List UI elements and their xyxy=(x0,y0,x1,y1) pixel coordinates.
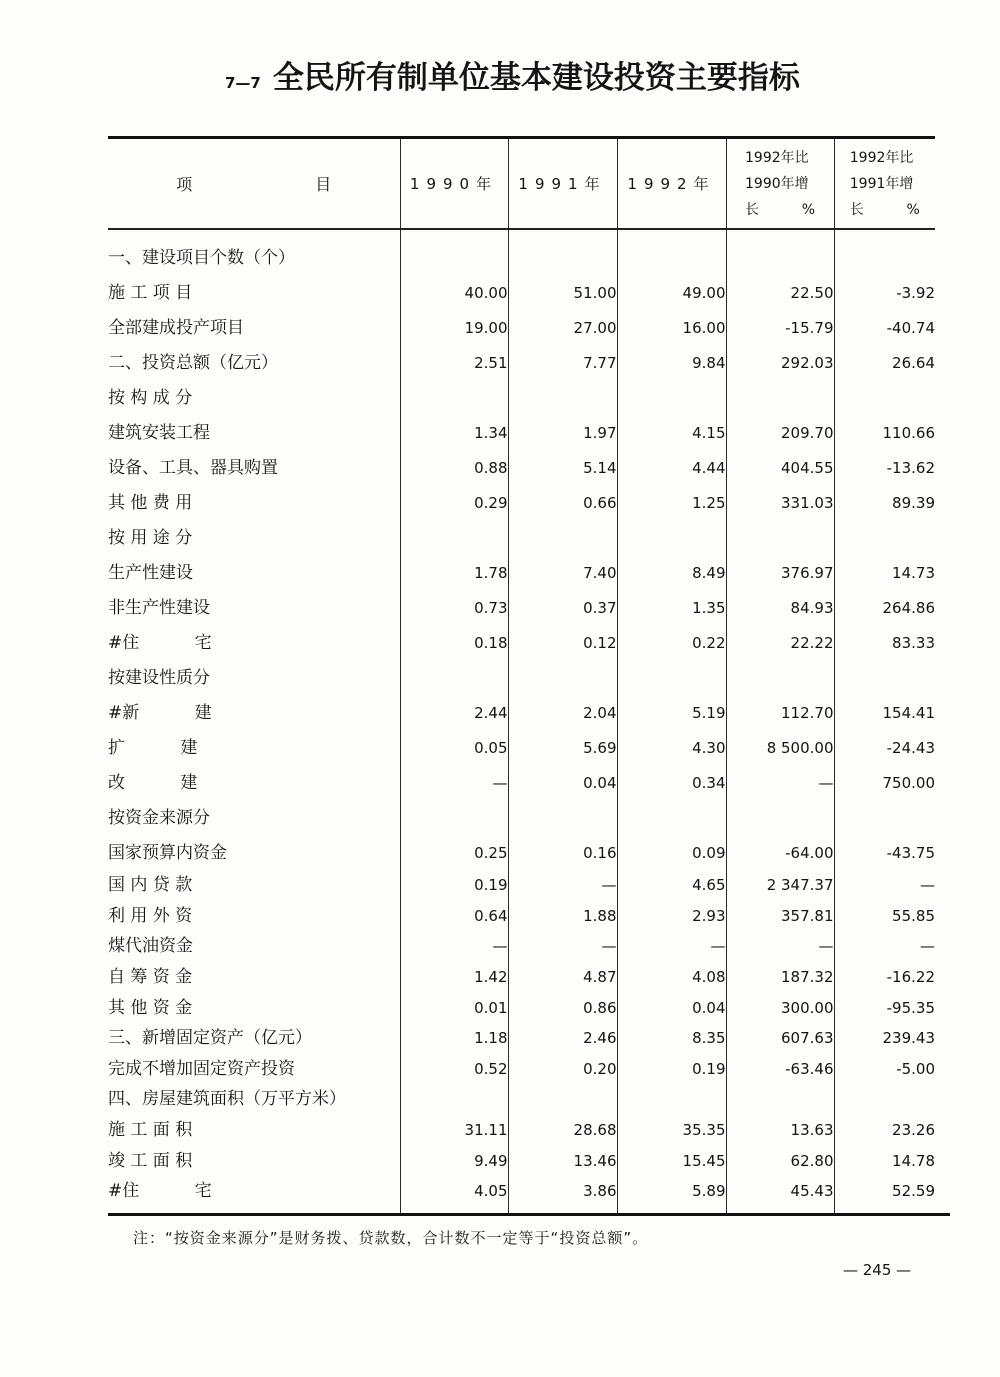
row-label: 施 工 面 积 xyxy=(108,1120,193,1141)
growth-vs-1991-cell xyxy=(834,1084,935,1115)
value-1991-cell: 1.97 xyxy=(508,415,617,450)
table-row xyxy=(108,345,935,380)
value-1990-cell xyxy=(400,800,508,835)
value-1992-cell: 0.19 xyxy=(617,1054,726,1085)
value-1990-cell: 1.42 xyxy=(400,962,508,993)
table-row xyxy=(108,695,935,730)
table-row xyxy=(108,835,935,870)
header-1990: 1990年 xyxy=(400,139,508,229)
value-1991-cell: 0.16 xyxy=(508,835,617,870)
growth-vs-1990-cell xyxy=(726,800,834,835)
value-1991-cell: 0.86 xyxy=(508,992,617,1023)
value-1991-cell: 28.68 xyxy=(508,1115,617,1146)
value-1990-cell: 40.00 xyxy=(400,275,508,310)
statistics-table xyxy=(108,139,935,1213)
header-growth-line2: 1990年增 xyxy=(745,175,809,192)
growth-vs-1991-cell: 55.85 xyxy=(834,901,935,932)
value-1991-cell: 5.14 xyxy=(508,450,617,485)
growth-vs-1991-cell xyxy=(834,660,935,695)
value-1990-cell: 0.29 xyxy=(400,485,508,520)
spacer-cell xyxy=(508,229,617,240)
row-label: 设备、工具、器具购置 xyxy=(108,457,278,478)
value-1990-cell xyxy=(400,380,508,415)
value-1990-cell: 31.11 xyxy=(400,1115,508,1146)
row-label: 扩 建 xyxy=(108,737,198,758)
value-1992-cell: 0.34 xyxy=(617,765,726,800)
row-label: 按 用 途 分 xyxy=(108,527,193,548)
growth-vs-1990-cell: -64.00 xyxy=(726,835,834,870)
row-label: #住 宅 xyxy=(108,1181,212,1202)
growth-vs-1990-cell: 292.03 xyxy=(726,345,834,380)
row-label: 四、房屋建筑面积（万平方米） xyxy=(108,1089,346,1110)
table-header xyxy=(108,139,935,229)
growth-vs-1990-cell xyxy=(726,380,834,415)
row-label: 生产性建设 xyxy=(108,562,193,583)
spacer-cell xyxy=(726,229,834,240)
value-1991-cell: 3.86 xyxy=(508,1176,617,1207)
row-label: 竣 工 面 积 xyxy=(108,1150,193,1171)
value-1992-cell: 9.84 xyxy=(617,345,726,380)
table-row xyxy=(108,1023,935,1054)
header-row xyxy=(108,139,935,229)
header-growth-line2: 1991年增 xyxy=(849,175,914,192)
growth-vs-1990-cell: 209.70 xyxy=(726,415,834,450)
row-label: 国家预算内资金 xyxy=(108,842,227,863)
growth-vs-1990-cell: 376.97 xyxy=(726,555,834,590)
value-1990-cell: 2.51 xyxy=(400,345,508,380)
header-growth-percent-sign: % xyxy=(906,201,920,218)
value-1992-cell: 5.19 xyxy=(617,695,726,730)
growth-vs-1991-cell: — xyxy=(834,931,935,962)
table-title xyxy=(225,52,800,97)
value-1990-cell: 0.25 xyxy=(400,835,508,870)
row-label: 按建设性质分 xyxy=(108,667,210,688)
growth-vs-1991-cell: 239.43 xyxy=(834,1023,935,1054)
header-growth-line3 xyxy=(745,197,815,223)
value-1991-cell: — xyxy=(508,870,617,901)
growth-vs-1990-cell: 112.70 xyxy=(726,695,834,730)
value-1991-cell: 0.04 xyxy=(508,765,617,800)
value-1991-cell: 0.20 xyxy=(508,1054,617,1085)
growth-vs-1990-cell: — xyxy=(726,765,834,800)
table-title-text: 全民所有制单位基本建设投资主要指标 xyxy=(272,60,800,96)
growth-vs-1990-cell: 13.63 xyxy=(726,1115,834,1146)
table-footnote: 注：“按资金来源分”是财务拨、贷款数，合计数不一定等于“投资总额”。 xyxy=(133,1229,649,1247)
growth-vs-1991-cell: 110.66 xyxy=(834,415,935,450)
growth-vs-1991-cell: 154.41 xyxy=(834,695,935,730)
row-label: 其 他 资 金 xyxy=(108,997,193,1018)
table-row xyxy=(108,765,935,800)
value-1992-cell: 4.44 xyxy=(617,450,726,485)
value-1991-cell xyxy=(508,520,617,555)
value-1992-cell: 1.35 xyxy=(617,590,726,625)
header-growth-unit-label: 长 xyxy=(745,201,759,218)
table-row xyxy=(108,310,935,345)
value-1991-cell: 13.46 xyxy=(508,1145,617,1176)
value-1992-cell: 4.30 xyxy=(617,730,726,765)
value-1990-cell: 1.78 xyxy=(400,555,508,590)
growth-vs-1991-cell: -3.92 xyxy=(834,275,935,310)
spacer-cell xyxy=(108,229,400,240)
spacer-cell xyxy=(834,1207,935,1213)
value-1991-cell: 4.87 xyxy=(508,962,617,993)
growth-vs-1990-cell: 2 347.37 xyxy=(726,870,834,901)
table-row xyxy=(108,590,935,625)
table-row xyxy=(108,1115,935,1146)
table-row xyxy=(108,1145,935,1176)
row-label: 非生产性建设 xyxy=(108,597,210,618)
header-growth-vs-1991 xyxy=(834,139,935,229)
spacer-cell xyxy=(617,1207,726,1213)
row-label: 其 他 费 用 xyxy=(108,492,193,513)
growth-vs-1991-cell xyxy=(834,520,935,555)
growth-vs-1990-cell: 45.43 xyxy=(726,1176,834,1207)
header-growth-line3 xyxy=(850,197,920,223)
growth-vs-1991-cell: 26.64 xyxy=(834,345,935,380)
table-row xyxy=(108,485,935,520)
table-bottom-rule xyxy=(108,1213,950,1216)
growth-vs-1990-cell: 300.00 xyxy=(726,992,834,1023)
growth-vs-1991-cell: 52.59 xyxy=(834,1176,935,1207)
value-1992-cell xyxy=(617,1084,726,1115)
row-label: 自 筹 资 金 xyxy=(108,967,193,988)
growth-vs-1990-cell: 22.50 xyxy=(726,275,834,310)
table-row xyxy=(108,240,935,275)
table-row xyxy=(108,625,935,660)
table-row xyxy=(108,1054,935,1085)
value-1991-cell xyxy=(508,380,617,415)
growth-vs-1990-cell: -63.46 xyxy=(726,1054,834,1085)
value-1991-cell xyxy=(508,1084,617,1115)
value-1992-cell: — xyxy=(617,931,726,962)
header-growth-line1: 1992年比 xyxy=(745,149,809,166)
table-row xyxy=(108,901,935,932)
table-footer-spacer xyxy=(108,1207,935,1213)
growth-vs-1990-cell: 62.80 xyxy=(726,1145,834,1176)
value-1990-cell: 0.88 xyxy=(400,450,508,485)
header-growth-vs-1990-block xyxy=(745,145,815,223)
spacer-row xyxy=(108,1207,935,1213)
growth-vs-1990-cell xyxy=(726,660,834,695)
value-1991-cell: 7.40 xyxy=(508,555,617,590)
value-1990-cell: 1.34 xyxy=(400,415,508,450)
growth-vs-1990-cell xyxy=(726,240,834,275)
value-1991-cell: 0.37 xyxy=(508,590,617,625)
value-1992-cell xyxy=(617,240,726,275)
table-row xyxy=(108,730,935,765)
value-1992-cell: 35.35 xyxy=(617,1115,726,1146)
header-growth-vs-1991-block xyxy=(850,145,920,223)
growth-vs-1990-cell xyxy=(726,520,834,555)
table-row xyxy=(108,415,935,450)
growth-vs-1990-cell xyxy=(726,1084,834,1115)
growth-vs-1990-cell: 607.63 xyxy=(726,1023,834,1054)
header-growth-line1: 1992年比 xyxy=(849,149,914,166)
page-number: — 245 — xyxy=(843,1261,912,1279)
growth-vs-1990-cell: 331.03 xyxy=(726,485,834,520)
value-1992-cell: 8.35 xyxy=(617,1023,726,1054)
growth-vs-1990-cell: 404.55 xyxy=(726,450,834,485)
growth-vs-1990-cell: 22.22 xyxy=(726,625,834,660)
value-1992-cell: 16.00 xyxy=(617,310,726,345)
value-1992-cell: 0.22 xyxy=(617,625,726,660)
row-label: 三、新增固定资产（亿元） xyxy=(108,1028,312,1049)
header-growth-unit-label: 长 xyxy=(849,201,864,218)
row-label: #住 宅 xyxy=(108,632,212,653)
growth-vs-1991-cell xyxy=(834,240,935,275)
growth-vs-1991-cell: -43.75 xyxy=(834,835,935,870)
growth-vs-1991-cell: 23.26 xyxy=(834,1115,935,1146)
table-row xyxy=(108,450,935,485)
value-1990-cell xyxy=(400,1084,508,1115)
value-1990-cell: — xyxy=(400,765,508,800)
growth-vs-1991-cell: 14.78 xyxy=(834,1145,935,1176)
growth-vs-1990-cell: 8 500.00 xyxy=(726,730,834,765)
value-1992-cell: 8.49 xyxy=(617,555,726,590)
header-1991: 1991年 xyxy=(508,139,617,229)
growth-vs-1991-cell: 750.00 xyxy=(834,765,935,800)
value-1990-cell xyxy=(400,520,508,555)
value-1991-cell: — xyxy=(508,931,617,962)
value-1992-cell xyxy=(617,660,726,695)
table-row xyxy=(108,1176,935,1207)
value-1990-cell: 0.73 xyxy=(400,590,508,625)
spacer-cell xyxy=(726,1207,834,1213)
value-1991-cell: 2.04 xyxy=(508,695,617,730)
row-label: #新 建 xyxy=(108,702,212,723)
row-label: 二、投资总额（亿元） xyxy=(108,352,278,373)
table-row xyxy=(108,992,935,1023)
value-1991-cell xyxy=(508,660,617,695)
spacer-cell xyxy=(400,229,508,240)
row-label: 全部建成投产项目 xyxy=(108,317,244,338)
spacer-cell xyxy=(617,229,726,240)
table-row xyxy=(108,870,935,901)
value-1990-cell: 0.18 xyxy=(400,625,508,660)
value-1990-cell: 19.00 xyxy=(400,310,508,345)
value-1990-cell: 0.52 xyxy=(400,1054,508,1085)
value-1990-cell: 2.44 xyxy=(400,695,508,730)
row-label: 国 内 贷 款 xyxy=(108,875,193,896)
table-row xyxy=(108,931,935,962)
value-1991-cell: 1.88 xyxy=(508,901,617,932)
growth-vs-1991-cell: -5.00 xyxy=(834,1054,935,1085)
table-row xyxy=(108,660,935,695)
row-label: 一、建设项目个数（个） xyxy=(108,247,295,268)
growth-vs-1990-cell: — xyxy=(726,931,834,962)
value-1990-cell: 4.05 xyxy=(400,1176,508,1207)
growth-vs-1990-cell: 84.93 xyxy=(726,590,834,625)
table-row xyxy=(108,1084,935,1115)
value-1991-cell: 0.66 xyxy=(508,485,617,520)
value-1991-cell: 7.77 xyxy=(508,345,617,380)
table-row xyxy=(108,962,935,993)
row-label: 利 用 外 资 xyxy=(108,905,193,926)
table-row xyxy=(108,275,935,310)
row-label: 建筑安装工程 xyxy=(108,422,210,443)
table-body xyxy=(108,229,935,1207)
value-1992-cell: 4.08 xyxy=(617,962,726,993)
value-1990-cell xyxy=(400,660,508,695)
value-1992-cell: 0.04 xyxy=(617,992,726,1023)
growth-vs-1991-cell xyxy=(834,800,935,835)
value-1992-cell: 1.25 xyxy=(617,485,726,520)
value-1991-cell: 5.69 xyxy=(508,730,617,765)
value-1992-cell xyxy=(617,520,726,555)
value-1992-cell: 2.93 xyxy=(617,901,726,932)
value-1992-cell: 49.00 xyxy=(617,275,726,310)
value-1990-cell: — xyxy=(400,931,508,962)
growth-vs-1991-cell: — xyxy=(834,870,935,901)
table-row xyxy=(108,380,935,415)
growth-vs-1991-cell: -13.62 xyxy=(834,450,935,485)
spacer-row xyxy=(108,229,935,240)
table-number: 7—7 xyxy=(225,74,261,92)
growth-vs-1991-cell: -24.43 xyxy=(834,730,935,765)
value-1990-cell: 0.01 xyxy=(400,992,508,1023)
table-row xyxy=(108,555,935,590)
value-1990-cell: 0.05 xyxy=(400,730,508,765)
value-1992-cell: 5.89 xyxy=(617,1176,726,1207)
growth-vs-1991-cell: -16.22 xyxy=(834,962,935,993)
value-1991-cell: 2.46 xyxy=(508,1023,617,1054)
value-1991-cell: 0.12 xyxy=(508,625,617,660)
value-1991-cell: 51.00 xyxy=(508,275,617,310)
growth-vs-1991-cell: -40.74 xyxy=(834,310,935,345)
header-growth-vs-1990 xyxy=(726,139,834,229)
value-1991-cell xyxy=(508,800,617,835)
growth-vs-1990-cell: 357.81 xyxy=(726,901,834,932)
value-1992-cell: 0.09 xyxy=(617,835,726,870)
growth-vs-1991-cell: 14.73 xyxy=(834,555,935,590)
header-1992: 1992年 xyxy=(617,139,726,229)
row-label: 完成不增加固定资产投资 xyxy=(108,1058,295,1079)
row-label: 煤代油资金 xyxy=(108,936,193,957)
value-1990-cell xyxy=(400,240,508,275)
row-label: 按资金来源分 xyxy=(108,807,210,828)
row-label: 施 工 项 目 xyxy=(108,282,193,303)
header-growth-percent-sign: % xyxy=(801,201,815,218)
spacer-cell xyxy=(834,229,935,240)
value-1990-cell: 9.49 xyxy=(400,1145,508,1176)
table-row xyxy=(108,800,935,835)
table-row xyxy=(108,520,935,555)
value-1992-cell xyxy=(617,800,726,835)
row-label: 改 建 xyxy=(108,772,198,793)
value-1991-cell xyxy=(508,240,617,275)
growth-vs-1991-cell: 264.86 xyxy=(834,590,935,625)
spacer-cell xyxy=(108,1207,400,1213)
value-1990-cell: 0.64 xyxy=(400,901,508,932)
growth-vs-1991-cell: 89.39 xyxy=(834,485,935,520)
value-1992-cell: 4.15 xyxy=(617,415,726,450)
growth-vs-1991-cell: -95.35 xyxy=(834,992,935,1023)
value-1992-cell xyxy=(617,380,726,415)
value-1992-cell: 15.45 xyxy=(617,1145,726,1176)
row-label: 按 构 成 分 xyxy=(108,387,193,408)
value-1992-cell: 4.65 xyxy=(617,870,726,901)
header-item: 项 目 xyxy=(108,139,400,229)
value-1991-cell: 27.00 xyxy=(508,310,617,345)
spacer-cell xyxy=(400,1207,508,1213)
spacer-cell xyxy=(508,1207,617,1213)
growth-vs-1990-cell: 187.32 xyxy=(726,962,834,993)
value-1990-cell: 1.18 xyxy=(400,1023,508,1054)
growth-vs-1991-cell: 83.33 xyxy=(834,625,935,660)
value-1990-cell: 0.19 xyxy=(400,870,508,901)
growth-vs-1990-cell: -15.79 xyxy=(726,310,834,345)
growth-vs-1991-cell xyxy=(834,380,935,415)
